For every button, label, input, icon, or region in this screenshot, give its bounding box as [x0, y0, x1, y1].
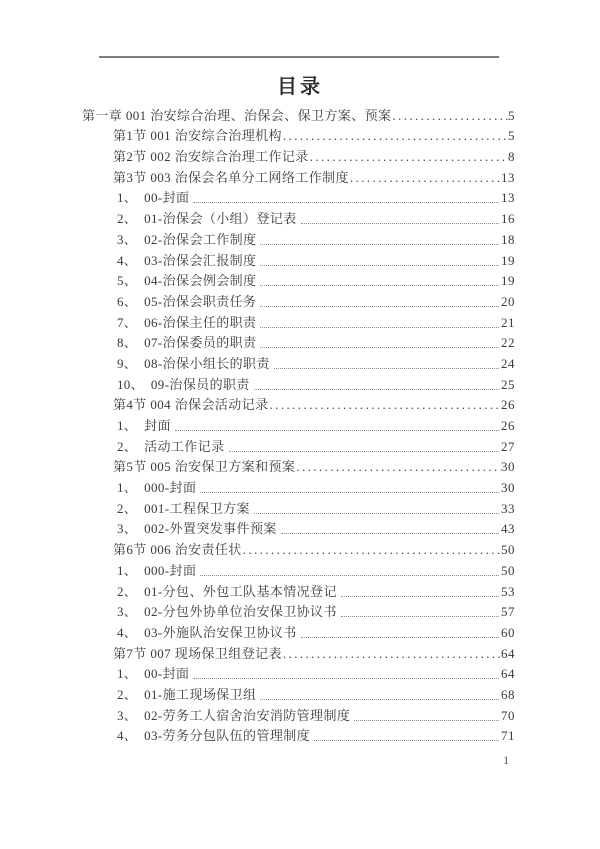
toc-entry-item — [82, 228, 515, 249]
toc-entry-label: 01-分包、外包工队基本情况登记 — [144, 583, 337, 599]
toc-entry-label: 01-治保会（小组）登记表 — [144, 211, 297, 227]
toc-entry-page-number: 70 — [501, 707, 515, 723]
toc-entry-label: 00-封面 — [144, 666, 190, 682]
toc-entry-item — [82, 435, 515, 456]
toc-entry-label: 002-外置突发事件预案 — [144, 521, 277, 537]
toc-leader-dots — [260, 285, 499, 286]
toc-entry-page-number: 50 — [501, 562, 515, 578]
toc-entry-label: 第1节 001 治安综合治理机构 — [113, 128, 282, 144]
toc-entry-item — [82, 683, 515, 704]
toc-leader-dots — [301, 223, 499, 224]
toc-entry-item — [82, 270, 515, 291]
toc-entry-number: 2、 — [117, 211, 138, 227]
toc-entry-page-number: 26 — [501, 418, 515, 433]
toc-leader-dots — [296, 458, 501, 476]
toc-entry-label: 001-工程保卫方案 — [144, 500, 250, 516]
toc-entry-label: 第7节 007 现场保卫组登记表 — [113, 645, 282, 661]
toc-leader-dots — [260, 327, 499, 328]
toc-leader-dots — [341, 616, 499, 617]
toc-entry-item — [82, 663, 515, 684]
toc-entry-item — [82, 352, 515, 373]
toc-entry-number: 2、 — [117, 438, 138, 454]
toc-entry-page-number: 21 — [501, 314, 515, 330]
toc-leader-dots — [283, 645, 501, 663]
toc-leader-dots — [193, 202, 499, 203]
toc-entry-label: 01-施工现场保卫组 — [144, 686, 257, 702]
toc-leader-dots — [175, 430, 499, 431]
toc-entry-page-number: 8 — [508, 149, 515, 165]
toc-entry-page-number: 20 — [501, 293, 515, 309]
toc-entry-number: 4、 — [117, 728, 138, 744]
toc-leader-dots — [243, 541, 501, 559]
toc-entry-number: 2、 — [117, 583, 138, 599]
toc-leader-dots — [229, 451, 499, 452]
toc-entry-item — [82, 414, 515, 435]
toc-entry-label: 09-治保员的职责 — [150, 376, 250, 392]
toc-entry-number: 3、 — [117, 231, 138, 247]
toc-entry-section — [82, 394, 515, 415]
toc-leader-dots — [200, 575, 499, 576]
toc-entry-item — [82, 290, 515, 311]
toc-entry-label: 00-封面 — [144, 190, 190, 206]
toc-entry-item — [82, 373, 515, 394]
toc-leader-dots — [301, 637, 499, 638]
toc-entry-page-number: 64 — [501, 645, 515, 661]
toc-entry-label: 活动工作记录 — [144, 438, 225, 454]
toc-entry-label: 封面 — [144, 418, 171, 433]
toc-entry-section — [82, 456, 515, 477]
toc-entry-number: 10、 — [117, 376, 144, 392]
toc-entry-item — [82, 518, 515, 539]
toc-entry-number: 1、 — [117, 190, 138, 206]
toc-entry-number: 1、 — [117, 418, 138, 433]
toc-entry-page-number: 5 — [508, 107, 515, 123]
toc-entry-label: 05-治保会职责任务 — [144, 293, 257, 309]
table-of-contents — [82, 104, 515, 745]
toc-leader-dots — [193, 678, 499, 679]
toc-leader-dots — [200, 492, 499, 493]
toc-entry-label: 000-封面 — [144, 562, 197, 578]
toc-entry-page-number: 27 — [501, 438, 515, 454]
toc-entry-page-number: 68 — [501, 686, 515, 702]
toc-entry-number: 3、 — [117, 707, 138, 723]
toc-entry-page-number: 57 — [501, 604, 515, 620]
toc-leader-dots — [354, 720, 499, 721]
toc-entry-item — [82, 621, 515, 642]
toc-entry-page-number: 30 — [501, 480, 515, 496]
toc-entry-item — [82, 601, 515, 622]
toc-entry-page-number: 64 — [501, 666, 515, 682]
page-title: 目录 — [277, 76, 323, 98]
toc-entry-page-number: 30 — [501, 459, 515, 475]
toc-entry-number: 3、 — [117, 604, 138, 620]
toc-entry-label: 第4节 004 治保会活动记录 — [113, 397, 269, 413]
toc-leader-dots — [260, 347, 499, 348]
toc-leader-dots — [341, 596, 499, 597]
toc-entry-page-number: 53 — [501, 583, 515, 599]
toc-entry-page-number: 13 — [501, 190, 515, 206]
toc-entry-label: 08-治保小组长的职责 — [144, 355, 270, 371]
toc-entry-page-number: 43 — [501, 521, 515, 537]
toc-leader-dots — [270, 396, 501, 414]
toc-entry-item — [82, 559, 515, 580]
toc-entry-section — [82, 538, 515, 559]
toc-entry-label: 02-治保会工作制度 — [144, 231, 257, 247]
toc-entry-number: 4、 — [117, 252, 138, 268]
toc-leader-dots — [281, 533, 499, 534]
toc-entry-item — [82, 207, 515, 228]
toc-entry-page-number: 33 — [501, 500, 515, 516]
toc-entry-number: 1、 — [117, 666, 138, 682]
toc-entry-page-number: 13 — [501, 169, 515, 185]
toc-leader-dots — [283, 127, 508, 145]
toc-leader-dots — [260, 265, 499, 266]
toc-entry-page-number: 71 — [501, 728, 515, 744]
toc-entry-number: 3、 — [117, 521, 138, 537]
toc-entry-label: 04-治保会例会制度 — [144, 273, 257, 289]
toc-entry-label: 03-外施队治安保卫协议书 — [144, 624, 297, 640]
toc-entry-page-number: 60 — [501, 624, 515, 640]
toc-leader-dots — [254, 389, 499, 390]
toc-entry-label: 第2节 002 治安综合治理工作记录 — [113, 149, 309, 165]
toc-entry-section — [82, 125, 515, 146]
toc-entry-page-number: 26 — [501, 397, 515, 413]
toc-entry-label: 000-封面 — [144, 480, 197, 496]
toc-leader-dots — [350, 169, 501, 187]
toc-entry-number: 9、 — [117, 355, 138, 371]
toc-entry-item — [82, 725, 515, 746]
toc-leader-dots — [260, 699, 499, 700]
toc-entry-item — [82, 497, 515, 518]
toc-entry-number: 1、 — [117, 480, 138, 496]
toc-entry-page-number: 19 — [501, 252, 515, 268]
footer-page-number: 1 — [503, 755, 509, 767]
toc-entry-label: 第5节 005 治安保卫方案和预案 — [113, 459, 296, 475]
toc-entry-number: 4、 — [117, 624, 138, 640]
toc-leader-dots — [392, 107, 508, 125]
toc-entry-section — [82, 145, 515, 166]
toc-entry-page-number: 5 — [508, 128, 515, 144]
toc-entry-item — [82, 580, 515, 601]
toc-entry-number: 2、 — [117, 686, 138, 702]
toc-entry-section — [82, 166, 515, 187]
toc-entry-number: 5、 — [117, 273, 138, 289]
header-rule — [99, 56, 499, 58]
toc-entry-label: 03-治保会汇报制度 — [144, 252, 257, 268]
toc-leader-dots — [310, 148, 508, 166]
toc-entry-label: 06-治保主任的职责 — [144, 314, 257, 330]
toc-entry-number: 7、 — [117, 314, 138, 330]
toc-leader-dots — [260, 306, 499, 307]
toc-entry-item — [82, 311, 515, 332]
toc-entry-label: 02-劳务工人宿舍治安消防管理制度 — [144, 707, 351, 723]
toc-entry-label: 03-劳务分包队伍的管理制度 — [144, 728, 311, 744]
toc-entry-page-number: 18 — [501, 231, 515, 247]
toc-entry-item — [82, 704, 515, 725]
toc-entry-item — [82, 476, 515, 497]
toc-entry-label: 第6节 006 治安责任状 — [113, 542, 242, 558]
toc-leader-dots — [314, 740, 499, 741]
toc-entry-page-number: 50 — [501, 542, 515, 558]
toc-entry-page-number: 22 — [501, 335, 515, 351]
toc-entry-page-number: 25 — [501, 376, 515, 392]
toc-entry-item — [82, 249, 515, 270]
toc-entry-item — [82, 332, 515, 353]
toc-entry-label: 07-治保委员的职责 — [144, 335, 257, 351]
toc-entry-page-number: 19 — [501, 273, 515, 289]
toc-entry-item — [82, 187, 515, 208]
toc-entry-chapter — [82, 104, 515, 125]
toc-entry-label: 02-分包外协单位治安保卫协议书 — [144, 604, 337, 620]
toc-entry-label: 第3节 003 治保会名单分工网络工作制度 — [113, 169, 349, 185]
toc-leader-dots — [260, 244, 499, 245]
toc-entry-page-number: 24 — [501, 355, 515, 371]
toc-entry-section — [82, 642, 515, 663]
toc-entry-number: 2、 — [117, 500, 138, 516]
toc-entry-number: 6、 — [117, 293, 138, 309]
toc-entry-page-number: 16 — [501, 211, 515, 227]
toc-entry-number: 1、 — [117, 562, 138, 578]
toc-leader-dots — [254, 513, 499, 514]
toc-entry-label: 第一章 001 治安综合治理、治保会、保卫方案、预案 — [82, 107, 392, 123]
toc-entry-number: 8、 — [117, 335, 138, 351]
toc-leader-dots — [274, 368, 499, 369]
